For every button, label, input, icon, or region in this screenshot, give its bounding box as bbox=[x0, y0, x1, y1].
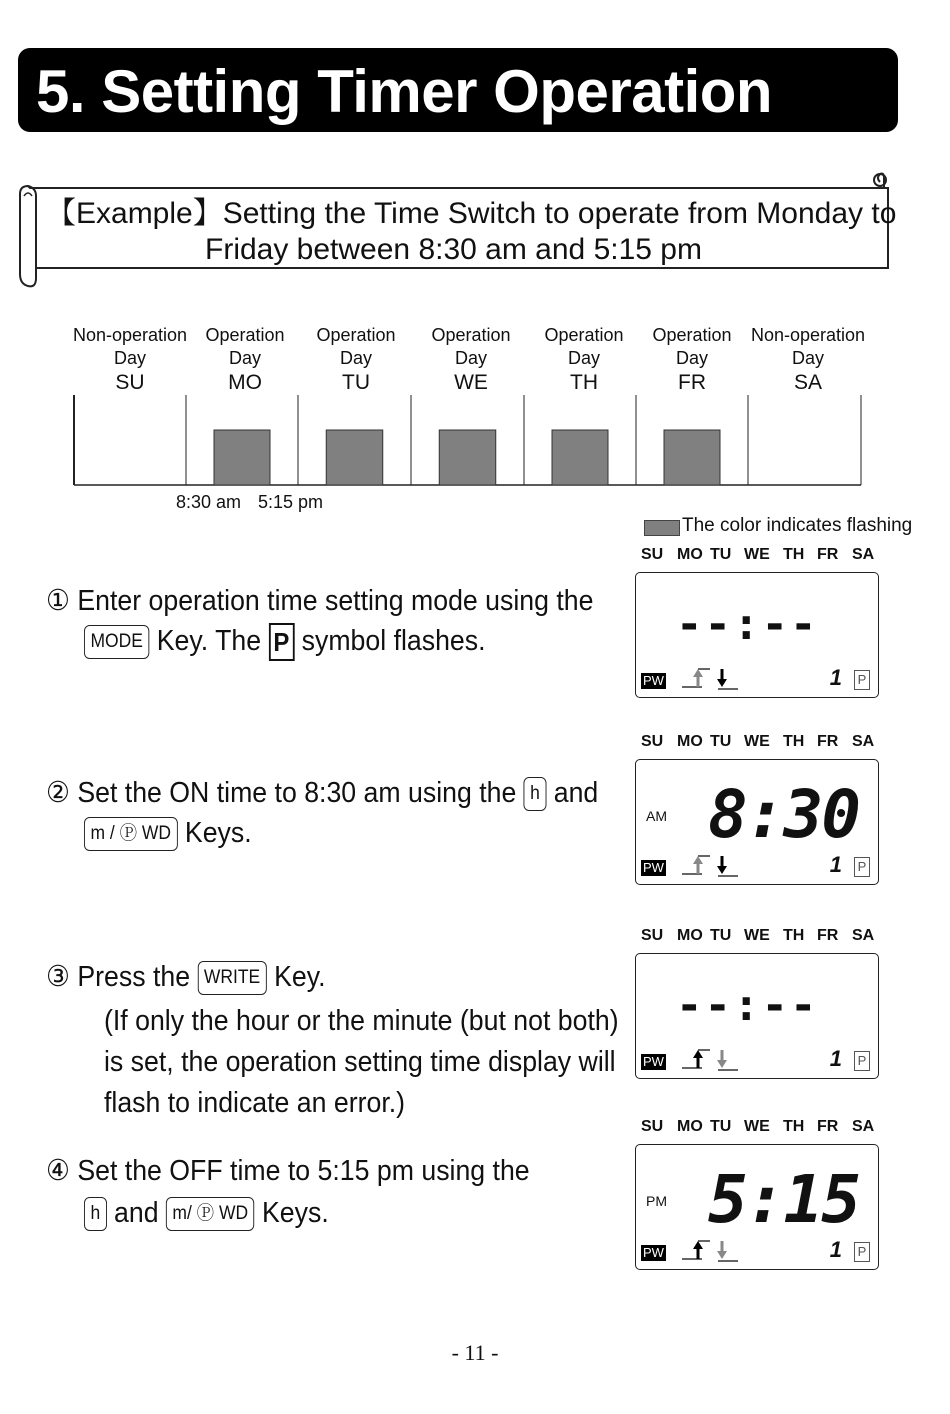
lcd-pw-indicator: PW bbox=[643, 1245, 664, 1260]
on-off-arrows-icon bbox=[680, 1237, 750, 1263]
step-4-line-2 bbox=[84, 1192, 329, 1234]
step-3-note-1: (If only the hour or the minute (but not both) bbox=[104, 1005, 619, 1037]
lcd-day-sa: SA bbox=[852, 733, 875, 750]
off-time-label: 5:15 pm bbox=[258, 492, 324, 512]
lcd-time-readout: 5:15 bbox=[708, 1161, 859, 1238]
operation-period-fr bbox=[664, 430, 720, 485]
step-1-text-c: symbol flashes. bbox=[301, 625, 486, 657]
flashing-legend-text: The color indicates flashing bbox=[682, 515, 913, 536]
on-off-arrows-icon bbox=[680, 1046, 750, 1072]
lcd-day-su: SU bbox=[641, 1118, 664, 1135]
step-4-line-1 bbox=[46, 1150, 530, 1192]
day-word: Day bbox=[675, 348, 708, 368]
lcd-day-fr: FR bbox=[817, 733, 839, 750]
step-3-number: ③ bbox=[46, 961, 70, 993]
day-code: TU bbox=[342, 371, 370, 394]
lcd-day-fr: FR bbox=[817, 546, 839, 563]
day-word: Day bbox=[228, 348, 261, 368]
day-word: Day bbox=[791, 348, 824, 368]
write-key[interactable]: WRITE bbox=[197, 961, 266, 995]
operation-period-we bbox=[439, 430, 496, 485]
step-1-line-2 bbox=[84, 620, 486, 662]
mode-key[interactable]: MODE bbox=[84, 625, 149, 659]
step-4-text-a: Set the OFF time to 5:15 pm using the bbox=[77, 1155, 530, 1187]
lcd-day-we: WE bbox=[744, 733, 770, 750]
lcd-time-readout: 8:30 bbox=[708, 776, 859, 853]
day-code: MO bbox=[228, 371, 262, 394]
on-time-label: 8:30 am bbox=[176, 492, 242, 512]
lcd-p-symbol: P bbox=[854, 1051, 870, 1071]
lcd-program-number: 1 bbox=[829, 665, 842, 690]
lcd-day-we: WE bbox=[744, 927, 770, 944]
day-word: Day bbox=[113, 348, 146, 368]
lcd-day-sa: SA bbox=[852, 1118, 875, 1135]
lcd-day-su: SU bbox=[641, 546, 664, 563]
step-4-number: ④ bbox=[46, 1155, 70, 1187]
lcd-display-step-3 bbox=[635, 953, 879, 1079]
step-1-text-b: Key. The bbox=[156, 625, 262, 657]
lcd-ampm: AM bbox=[646, 808, 667, 824]
day-word: Day bbox=[454, 348, 487, 368]
lcd-display-step-2 bbox=[635, 759, 879, 885]
lcd-day-tu: TU bbox=[710, 1118, 732, 1135]
lcd-day-mo: MO bbox=[677, 733, 703, 750]
day-code: FR bbox=[678, 371, 706, 394]
step-2-text-b: and bbox=[553, 777, 599, 809]
lcd-day-we: WE bbox=[744, 546, 770, 563]
day-type: Non-operation bbox=[750, 325, 866, 345]
day-label-fr bbox=[630, 324, 754, 396]
step-2-number: ② bbox=[46, 777, 70, 809]
program-symbol: P bbox=[268, 623, 294, 661]
lcd-ampm: PM bbox=[646, 1193, 667, 1209]
day-label-sa bbox=[746, 324, 870, 396]
lcd-day-su: SU bbox=[641, 927, 664, 944]
hour-key[interactable]: h bbox=[84, 1197, 107, 1231]
on-off-arrows-icon bbox=[680, 852, 750, 878]
day-type: Operation bbox=[544, 325, 624, 345]
lcd-program-number: 1 bbox=[829, 1237, 842, 1262]
lcd-p-symbol: P bbox=[854, 670, 870, 690]
lcd-p-symbol: P bbox=[854, 1242, 870, 1262]
step-1-number: ① bbox=[46, 585, 70, 617]
step-3-line-1 bbox=[46, 956, 325, 998]
lcd-time-readout: --:-- bbox=[676, 599, 819, 650]
step-2-line-1 bbox=[46, 772, 598, 814]
lcd-day-th: TH bbox=[783, 1118, 805, 1135]
lcd-day-fr: FR bbox=[817, 927, 839, 944]
step-2-text-a: Set the ON time to 8:30 am using the bbox=[77, 777, 517, 809]
day-label-su bbox=[68, 324, 192, 396]
day-word: Day bbox=[339, 348, 372, 368]
step-4-text-b: and bbox=[114, 1197, 159, 1229]
step-1-text-a: Enter operation time setting mode using the bbox=[77, 585, 594, 617]
step-2-line-2 bbox=[84, 812, 252, 854]
day-word: Day bbox=[567, 348, 600, 368]
step-3-note-2: is set, the operation setting time display will bbox=[104, 1046, 616, 1078]
day-code: TH bbox=[570, 371, 598, 394]
day-code: SU bbox=[115, 371, 145, 394]
lcd-day-we: WE bbox=[744, 1118, 770, 1135]
minute-wd-key[interactable]: m / Ⓟ WD bbox=[84, 817, 177, 851]
operation-period-mo bbox=[214, 430, 270, 485]
step-1-line-1 bbox=[46, 580, 593, 622]
hour-key[interactable]: h bbox=[524, 777, 547, 811]
step-2-text-c: Keys. bbox=[184, 817, 252, 849]
lcd-time-readout: --:-- bbox=[676, 980, 819, 1031]
lcd-program-number: 1 bbox=[829, 852, 842, 877]
lcd-day-fr: FR bbox=[817, 1118, 839, 1135]
lcd-program-number: 1 bbox=[829, 1046, 842, 1071]
day-type: Operation bbox=[316, 325, 396, 345]
weekly-timeline bbox=[0, 395, 950, 490]
lcd-display-step-1 bbox=[635, 572, 879, 698]
day-label-mo bbox=[183, 324, 307, 396]
lcd-day-th: TH bbox=[783, 927, 805, 944]
day-type: Non-operation bbox=[72, 325, 188, 345]
lcd-day-th: TH bbox=[783, 733, 805, 750]
lcd-day-sa: SA bbox=[852, 546, 875, 563]
lcd-day-tu: TU bbox=[710, 733, 732, 750]
operation-period-th bbox=[552, 430, 608, 485]
lcd-day-mo: MO bbox=[677, 927, 703, 944]
example-line-2: Friday between 8:30 am and 5:15 pm bbox=[205, 233, 702, 266]
step-3-text-a: Press the bbox=[77, 961, 191, 993]
lcd-day-tu: TU bbox=[710, 927, 732, 944]
lcd-day-sa: SA bbox=[852, 927, 875, 944]
operation-period-tu bbox=[326, 430, 383, 485]
lcd-day-su: SU bbox=[641, 733, 664, 750]
lcd-pw-indicator: PW bbox=[643, 673, 664, 688]
day-code: WE bbox=[454, 371, 488, 394]
lcd-day-tu: TU bbox=[710, 546, 732, 563]
lcd-day-mo: MO bbox=[677, 1118, 703, 1135]
lcd-pw-indicator: PW bbox=[643, 860, 664, 875]
lcd-day-th: TH bbox=[783, 546, 805, 563]
day-type: Operation bbox=[205, 325, 285, 345]
lcd-p-symbol: P bbox=[854, 857, 870, 877]
step-3-text-b: Key. bbox=[274, 961, 326, 993]
page-title: 5. Setting Timer Operation bbox=[36, 58, 773, 125]
lcd-pw-indicator: PW bbox=[643, 1054, 664, 1069]
step-4-text-c: Keys. bbox=[262, 1197, 329, 1229]
step-3-note-3: flash to indicate an error.) bbox=[104, 1087, 406, 1119]
flashing-legend-swatch bbox=[644, 520, 680, 536]
day-label-tu bbox=[294, 324, 418, 396]
on-off-arrows-icon bbox=[680, 665, 750, 691]
day-code: SA bbox=[793, 371, 822, 394]
lcd-display-step-4 bbox=[635, 1144, 879, 1270]
day-label-we bbox=[409, 324, 533, 396]
minute-wd-key[interactable]: m/ Ⓟ WD bbox=[166, 1197, 255, 1231]
day-type: Operation bbox=[652, 325, 732, 345]
lcd-day-mo: MO bbox=[677, 546, 703, 563]
day-label-th bbox=[522, 324, 646, 396]
example-line-1: 【Example】Setting the Time Switch to operate from Monday to bbox=[46, 197, 897, 230]
page-number: - 11 - bbox=[451, 1340, 499, 1365]
day-type: Operation bbox=[431, 325, 511, 345]
